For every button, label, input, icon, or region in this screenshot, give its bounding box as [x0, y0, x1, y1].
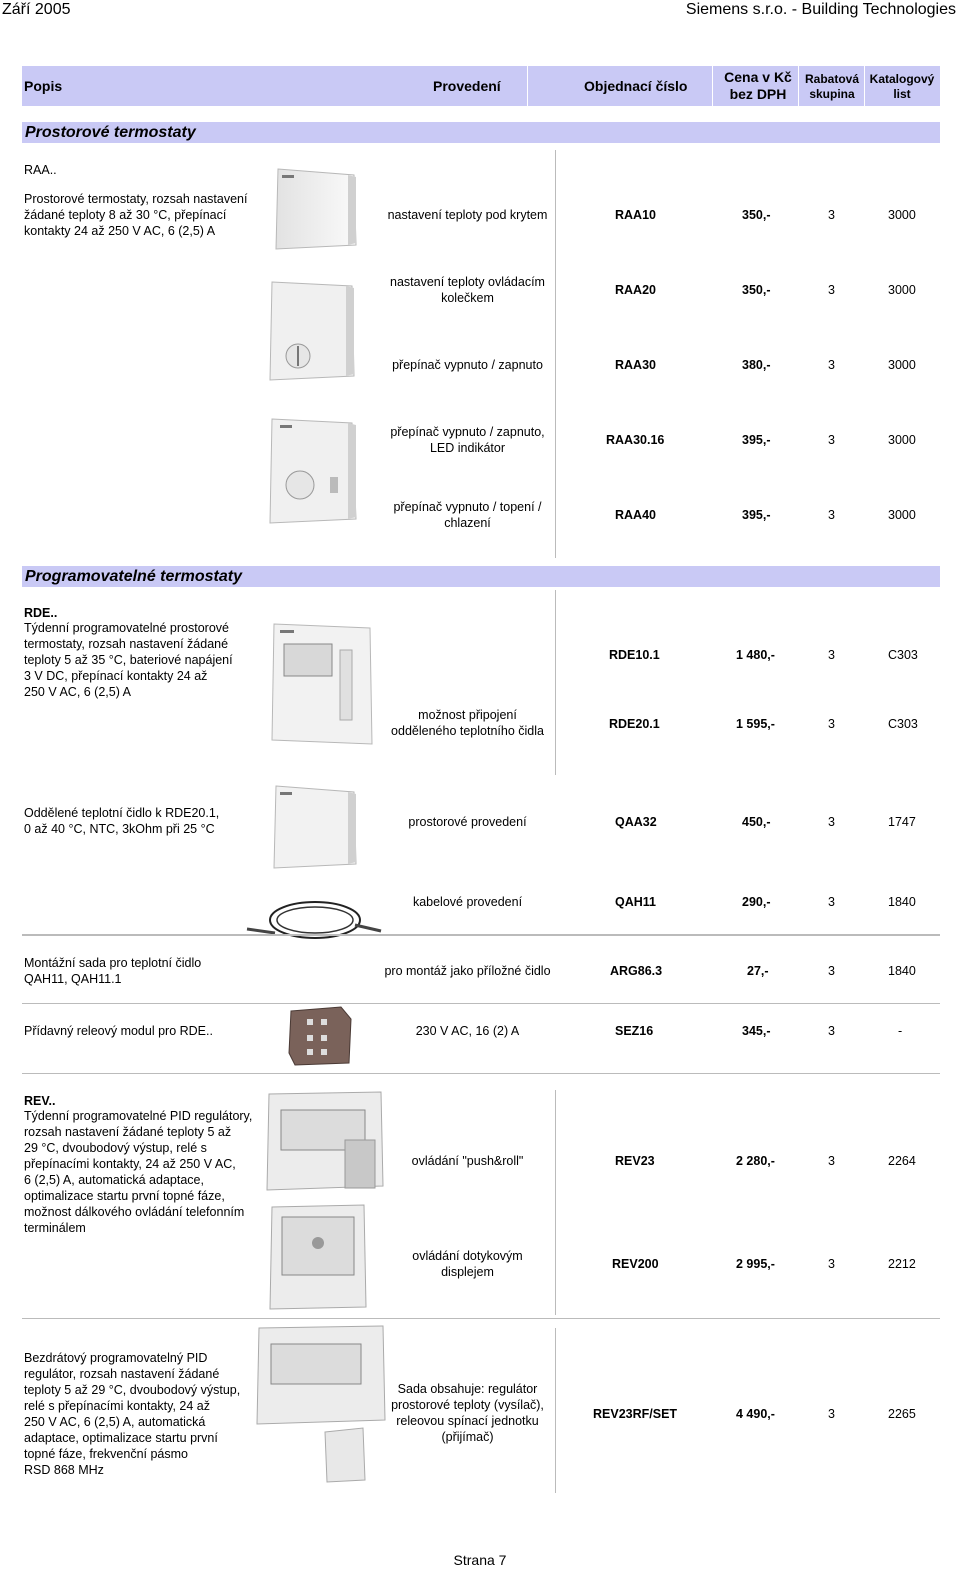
row2-cena: 380,- — [742, 358, 771, 372]
group-code-raa: RAA.. — [24, 163, 57, 177]
row9-list: 1840 — [888, 964, 916, 978]
row5-kod: RDE10.1 — [609, 648, 660, 662]
row4-rabat: 3 — [828, 508, 835, 522]
col-katalog: Katalogový list — [869, 72, 935, 101]
row5-list: C303 — [888, 648, 918, 662]
row8-rabat: 3 — [828, 895, 835, 909]
relay-module-sez16-image — [285, 1005, 355, 1067]
col-cena: Cena v Kč bez DPH — [724, 69, 792, 102]
controller-rev200-image — [268, 1203, 368, 1311]
row8-provedeni: kabelové provedení — [412, 895, 523, 909]
row6-rabat: 3 — [828, 717, 835, 731]
row13-provedeni: Sada obsahuje: regulátor prostorové teploty (vysílač), releovou spínací jednotku (přijímač) — [391, 1382, 544, 1444]
row13-list: 2265 — [888, 1407, 916, 1421]
row4-provedeni: přepínač vypnuto / topení / chlazení — [393, 500, 542, 530]
row3-kod: RAA30.16 — [606, 433, 665, 447]
row9-provedeni: pro montáž jako příložné čidlo — [384, 964, 551, 978]
row2-list: 3000 — [888, 358, 916, 372]
row5-cena: 1 480,- — [736, 648, 775, 662]
sensor-qaa32-image — [270, 782, 360, 872]
thermostat-rde-image — [270, 620, 375, 748]
row6-list: C303 — [888, 717, 918, 731]
table-header — [22, 66, 940, 106]
cable-sensor-qah11-image — [245, 895, 385, 945]
thermostat-raa10-image — [272, 165, 360, 253]
col-objednaci: Objednací číslo — [584, 78, 688, 94]
group-desc-sez: Přídavný releový modul pro RDE.. — [24, 1024, 213, 1038]
wireless-controller-rev23rf-image — [255, 1324, 390, 1484]
thermostat-raa20-image — [268, 278, 358, 383]
row11-provedeni: ovládání "push&roll" — [411, 1154, 524, 1168]
group-desc-qaa: Oddělené teplotní čidlo k RDE20.1, 0 až 40 °C, NTC, 3kOhm při 25 °C — [24, 806, 220, 836]
row9-rabat: 3 — [828, 964, 835, 978]
row9-cena: 27,- — [747, 964, 769, 978]
row1-rabat: 3 — [828, 283, 835, 297]
group-code-rev: REV.. — [24, 1094, 56, 1108]
row7-kod: QAA32 — [615, 815, 657, 829]
col-popis: Popis — [24, 78, 63, 94]
row11-cena: 2 280,- — [736, 1154, 775, 1168]
row1-kod: RAA20 — [615, 283, 656, 297]
row7-cena: 450,- — [742, 815, 771, 829]
row7-list: 1747 — [888, 815, 916, 829]
row0-cena: 350,- — [742, 208, 771, 222]
row12-kod: REV200 — [612, 1257, 659, 1271]
row0-kod: RAA10 — [615, 208, 656, 222]
row13-cena: 4 490,- — [736, 1407, 775, 1421]
group-desc-revrf: Bezdrátový programovatelný PID regulátor, rozsah nastavení žádané teploty 5 až 29 °C, dvoubodový výstup, relé s přepínacími kontakty, 24 až 250 V AC, 6 (2,5) A, automatická adaptace, optimalizace startu první topné fáze, frekvenční pásmo RSD 868 MHz — [24, 1351, 241, 1477]
row10-provedeni: 230 V AC, 16 (2) A — [415, 1024, 520, 1038]
group-desc-raa: Prostorové termostaty, rozsah nastavení žádané teploty 8 až 30 °C, přepínací kontakty 24 až 250 V AC, 6 (2,5) A — [24, 192, 248, 238]
group-desc-rev: Týdenní programovatelné PID regulátory, rozsah nastavení žádané teploty 5 až 29 °C, dvoubodový výstup, relé s přepínacími kontakty, 24 až 250 V AC, 6 (2,5) A, automatická adaptace, optimalizace startu první topné fáze, možnost dálkového ovládání telefonním terminálem — [24, 1109, 253, 1235]
row6-provedeni: možnost připojení odděleného teplotního čidla — [391, 708, 544, 738]
row4-cena: 395,- — [742, 508, 771, 522]
controller-rev23-image — [265, 1090, 385, 1198]
header-company: Siemens s.r.o. - Building Technologies — [685, 1, 956, 18]
row10-list: - — [898, 1024, 903, 1038]
row10-kod: SEZ16 — [615, 1024, 654, 1038]
col-rabat: Rabatová skupina — [804, 72, 860, 101]
row6-kod: RDE20.1 — [609, 717, 660, 731]
row12-list: 2212 — [888, 1257, 916, 1271]
row0-provedeni: nastavení teploty pod krytem — [387, 208, 548, 222]
thermostat-raa30-16-image — [268, 415, 360, 525]
col-provedeni: Provedení — [433, 78, 501, 94]
row1-cena: 350,- — [742, 283, 771, 297]
row5-rabat: 3 — [828, 648, 835, 662]
row11-list: 2264 — [888, 1154, 916, 1168]
row13-rabat: 3 — [828, 1407, 835, 1421]
section-programovatelne: Programovatelné termostaty — [22, 566, 940, 587]
row11-rabat: 3 — [828, 1154, 835, 1168]
row8-list: 1840 — [888, 895, 916, 909]
row8-kod: QAH11 — [615, 895, 656, 909]
row3-rabat: 3 — [828, 433, 835, 447]
row4-list: 3000 — [888, 508, 916, 522]
header-date: Září 2005 — [2, 1, 71, 18]
row12-provedeni: ovládání dotykovým displejem — [412, 1249, 523, 1279]
row1-provedeni: nastavení teploty ovládacím kolečkem — [390, 275, 545, 305]
group-code-rde: RDE.. — [24, 606, 58, 620]
row7-rabat: 3 — [828, 815, 835, 829]
row13-kod: REV23RF/SET — [593, 1407, 678, 1421]
row10-cena: 345,- — [742, 1024, 771, 1038]
row4-kod: RAA40 — [615, 508, 656, 522]
row3-provedeni: přepínač vypnuto / zapnuto, LED indikátor — [390, 425, 545, 455]
row11-kod: REV23 — [615, 1154, 655, 1168]
row3-list: 3000 — [888, 433, 916, 447]
row2-rabat: 3 — [828, 358, 835, 372]
row0-rabat: 3 — [828, 208, 835, 222]
row2-kod: RAA30 — [615, 358, 656, 372]
row12-rabat: 3 — [828, 1257, 835, 1271]
row12-cena: 2 995,- — [736, 1257, 775, 1271]
row3-cena: 395,- — [742, 433, 771, 447]
group-desc-arg: Montážní sada pro teplotní čidlo QAH11, QAH11.1 — [24, 956, 202, 986]
row8-cena: 290,- — [742, 895, 771, 909]
row7-provedeni: prostorové provedení — [408, 815, 527, 829]
group-desc-rde: Týdenní programovatelné prostorové termostaty, rozsah nastavení žádané teploty 5 až 35 °C, bateriové napájení 3 V DC, přepínací kontakty 24 až 250 V AC, 6 (2,5) A — [24, 621, 233, 699]
row0-list: 3000 — [888, 208, 916, 222]
row1-list: 3000 — [888, 283, 916, 297]
row10-rabat: 3 — [828, 1024, 835, 1038]
row2-provedeni: přepínač vypnuto / zapnuto — [392, 358, 543, 372]
row6-cena: 1 595,- — [736, 717, 775, 731]
row9-kod: ARG86.3 — [610, 964, 663, 978]
page-number: Strana 7 — [453, 1552, 507, 1568]
section-prostorove: Prostorové termostaty — [22, 122, 940, 143]
